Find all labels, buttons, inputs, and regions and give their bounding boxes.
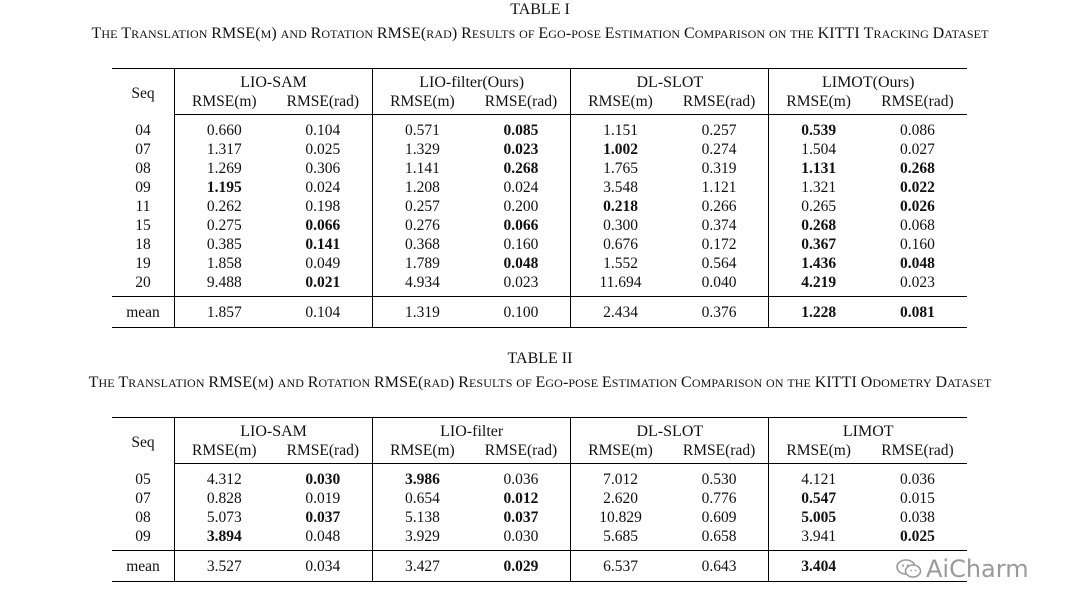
value-cell: 0.015: [900, 490, 935, 507]
value-cell: 0.368: [373, 235, 472, 254]
seq-cell: 08: [135, 509, 151, 526]
value-cell: 0.160: [900, 236, 935, 253]
table-row: [112, 197, 967, 216]
value-cell: 0.268: [503, 160, 539, 177]
value-cell: 5.005: [769, 508, 868, 527]
table-row: [112, 235, 967, 254]
value-cell: 1.765: [571, 159, 670, 178]
value-cell: 0.086: [900, 122, 935, 139]
value-cell: 0.048: [503, 255, 539, 272]
value-cell: 0.571: [373, 115, 472, 141]
rmse-m-header: RMSE(m): [373, 441, 472, 464]
mean-value-cell: 6.537: [571, 551, 670, 582]
mean-value-cell: 0.376: [670, 297, 769, 328]
table2: [112, 417, 967, 582]
value-cell: 0.141: [305, 236, 341, 253]
value-cell: 4.312: [175, 464, 274, 490]
seq-cell: 05: [135, 470, 151, 488]
seq-cell: 07: [135, 490, 151, 507]
value-cell: 7.012: [571, 464, 670, 490]
value-cell: 4.934: [373, 273, 472, 297]
mean-value-cell: 3.527: [175, 551, 274, 582]
seq-cell: 07: [135, 141, 151, 158]
rmse-rad-header: RMSE(rad): [670, 92, 769, 115]
value-cell: 11.694: [571, 273, 670, 297]
value-cell: 0.658: [701, 528, 737, 545]
table-row: [112, 508, 967, 527]
mean-row: [112, 551, 967, 582]
value-cell: 0.776: [701, 490, 737, 507]
value-cell: 0.530: [701, 471, 737, 488]
mean-value-cell: 0.081: [868, 297, 967, 328]
value-cell: 1.436: [769, 254, 868, 273]
value-cell: 2.620: [571, 489, 670, 508]
seq-cell: 18: [135, 236, 151, 253]
table-row: [112, 140, 967, 159]
value-cell: 0.609: [701, 509, 737, 526]
mean-value-cell: 2.434: [571, 297, 670, 328]
value-cell: 0.049: [305, 255, 341, 272]
value-cell: 0.085: [503, 122, 539, 139]
seq-cell: 09: [135, 528, 151, 545]
value-cell: 0.036: [503, 471, 539, 488]
table-row: [112, 489, 967, 508]
rmse-m-header: RMSE(m): [373, 92, 472, 115]
mean-label: mean: [112, 297, 175, 328]
value-cell: 0.200: [503, 198, 539, 215]
value-cell: 0.023: [900, 274, 935, 291]
value-cell: 0.038: [900, 509, 935, 526]
seq-cell: 09: [135, 179, 151, 196]
value-cell: 0.385: [175, 235, 274, 254]
rmse-m-header: RMSE(m): [571, 92, 670, 115]
rmse-rad-header: RMSE(rad): [868, 92, 967, 115]
value-cell: 0.300: [571, 216, 670, 235]
value-cell: 0.319: [701, 160, 737, 177]
rmse-rad-header: RMSE(rad): [670, 441, 769, 464]
value-cell: 0.024: [503, 179, 539, 196]
value-cell: 0.172: [701, 236, 737, 253]
value-cell: 0.367: [769, 235, 868, 254]
seq-header: Seq: [112, 418, 175, 464]
value-cell: 0.828: [175, 489, 274, 508]
value-cell: 3.929: [373, 527, 472, 551]
method-header: DL-SLOT: [571, 69, 769, 93]
table-row: [112, 115, 967, 141]
rmse-rad-header: RMSE(rad): [274, 441, 373, 464]
method-header: DL-SLOT: [571, 418, 769, 442]
seq-header: Seq: [112, 69, 175, 115]
seq-cell: 04: [135, 121, 151, 139]
value-cell: 0.037: [503, 509, 539, 526]
table-row: [112, 159, 967, 178]
value-cell: 0.036: [900, 471, 935, 488]
table-row: [112, 216, 967, 235]
value-cell: 0.027: [900, 141, 935, 158]
method-header: LIMOT: [769, 418, 967, 442]
value-cell: 1.121: [701, 179, 737, 196]
rmse-m-header: RMSE(m): [769, 441, 868, 464]
watermark-text: AiCharm: [926, 555, 1029, 583]
rmse-rad-header: RMSE(rad): [868, 441, 967, 464]
seq-cell: 20: [135, 274, 151, 291]
value-cell: 0.160: [503, 236, 539, 253]
value-cell: 0.025: [900, 528, 935, 545]
value-cell: 0.022: [900, 179, 935, 196]
value-cell: 9.488: [175, 273, 274, 297]
value-cell: 0.048: [305, 528, 341, 545]
value-cell: 0.030: [305, 471, 341, 488]
value-cell: 0.564: [701, 255, 737, 272]
value-cell: 10.829: [571, 508, 670, 527]
value-cell: 3.548: [571, 178, 670, 197]
value-cell: 0.198: [305, 198, 341, 215]
value-cell: 0.262: [175, 197, 274, 216]
value-cell: 0.023: [503, 141, 539, 158]
value-cell: 5.138: [373, 508, 472, 527]
value-cell: 1.789: [373, 254, 472, 273]
value-cell: 1.858: [175, 254, 274, 273]
rmse-m-header: RMSE(m): [175, 92, 274, 115]
table-row: [112, 464, 967, 490]
mean-value-cell: 1.857: [175, 297, 274, 328]
value-cell: 1.317: [175, 140, 274, 159]
value-cell: 0.676: [571, 235, 670, 254]
table-row: [112, 254, 967, 273]
value-cell: 4.219: [769, 273, 868, 297]
watermark: [896, 555, 1029, 583]
value-cell: 1.002: [571, 140, 670, 159]
table2-number: TABLE II: [507, 350, 573, 367]
mean-value-cell: 0.643: [670, 551, 769, 582]
value-cell: 0.040: [701, 274, 737, 291]
value-cell: 0.066: [305, 217, 341, 234]
table1-number: TABLE I: [510, 1, 570, 18]
rmse-m-header: RMSE(m): [175, 441, 274, 464]
value-cell: 1.269: [175, 159, 274, 178]
value-cell: 0.021: [305, 274, 341, 291]
value-cell: 3.894: [175, 527, 274, 551]
seq-cell: 11: [135, 198, 151, 215]
mean-value-cell: 0.029: [472, 551, 571, 582]
value-cell: 4.121: [769, 464, 868, 490]
value-cell: 0.268: [769, 216, 868, 235]
value-cell: 1.195: [175, 178, 274, 197]
value-cell: 0.306: [305, 160, 341, 177]
value-cell: 1.321: [769, 178, 868, 197]
mean-value-cell: 1.319: [373, 297, 472, 328]
seq-cell: 08: [135, 160, 151, 177]
method-header: LIO-SAM: [175, 69, 373, 93]
value-cell: 1.151: [571, 115, 670, 141]
value-cell: 1.504: [769, 140, 868, 159]
wechat-logo-icon: [896, 559, 922, 579]
value-cell: 0.257: [373, 197, 472, 216]
rmse-rad-header: RMSE(rad): [472, 92, 571, 115]
mean-row: [112, 297, 967, 328]
value-cell: 0.257: [701, 122, 737, 139]
value-cell: 3.986: [373, 464, 472, 490]
value-cell: 0.026: [900, 198, 935, 215]
rmse-m-header: RMSE(m): [571, 441, 670, 464]
value-cell: 0.266: [701, 198, 737, 215]
value-cell: 5.685: [571, 527, 670, 551]
mean-value-cell: 1.228: [769, 297, 868, 328]
table1-caption: THE TRANSLATION RMSE(M) AND ROTATION RMSE(RAD) RESULTS OF EGO-POSE ESTIMATION COMPARISON ON THE KITTI TRACKING DATASET: [91, 25, 989, 42]
method-header: LIO-SAM: [175, 418, 373, 442]
table2-caption: THE TRANSLATION RMSE(M) AND ROTATION RMSE(RAD) RESULTS OF EGO-POSE ESTIMATION COMPARISON ON THE KITTI ODOMETRY DATASET: [88, 374, 992, 391]
value-cell: 0.104: [305, 122, 341, 139]
mean-value-cell: 3.427: [373, 551, 472, 582]
rmse-m-header: RMSE(m): [769, 92, 868, 115]
value-cell: 0.048: [900, 255, 935, 272]
value-cell: 1.208: [373, 178, 472, 197]
value-cell: 0.275: [175, 216, 274, 235]
value-cell: 0.019: [305, 490, 341, 507]
value-cell: 0.025: [305, 141, 341, 158]
value-cell: 1.141: [373, 159, 472, 178]
value-cell: 0.023: [503, 274, 539, 291]
value-cell: 0.539: [769, 115, 868, 141]
table-row: [112, 527, 967, 551]
value-cell: 0.654: [373, 489, 472, 508]
mean-value-cell: 0.034: [274, 551, 373, 582]
value-cell: 0.274: [701, 141, 737, 158]
value-cell: 0.030: [503, 528, 539, 545]
value-cell: 0.068: [900, 217, 935, 234]
value-cell: 1.329: [373, 140, 472, 159]
value-cell: 0.374: [701, 217, 737, 234]
mean-value-cell: 0.100: [472, 297, 571, 328]
value-cell: 3.941: [769, 527, 868, 551]
value-cell: 0.265: [769, 197, 868, 216]
rmse-rad-header: RMSE(rad): [274, 92, 373, 115]
value-cell: 0.218: [571, 197, 670, 216]
value-cell: 0.660: [175, 115, 274, 141]
rmse-rad-header: RMSE(rad): [472, 441, 571, 464]
mean-value-cell: 0.104: [274, 297, 373, 328]
mean-label: mean: [112, 551, 175, 582]
value-cell: 0.268: [900, 160, 935, 177]
value-cell: 1.552: [571, 254, 670, 273]
method-header: LIMOT(Ours): [769, 69, 967, 93]
mean-value-cell: 3.404: [769, 551, 868, 582]
seq-cell: 19: [135, 255, 151, 272]
method-header: LIO-filter: [373, 418, 571, 442]
table1: [112, 68, 967, 328]
value-cell: 0.066: [503, 217, 539, 234]
value-cell: 0.024: [305, 179, 341, 196]
value-cell: 0.012: [503, 490, 539, 507]
seq-cell: 15: [135, 217, 151, 234]
value-cell: 5.073: [175, 508, 274, 527]
value-cell: 0.276: [373, 216, 472, 235]
table-row: [112, 273, 967, 297]
value-cell: 0.037: [305, 509, 341, 526]
value-cell: 1.131: [769, 159, 868, 178]
value-cell: 0.547: [769, 489, 868, 508]
table-row: [112, 178, 967, 197]
method-header: LIO-filter(Ours): [373, 69, 571, 93]
